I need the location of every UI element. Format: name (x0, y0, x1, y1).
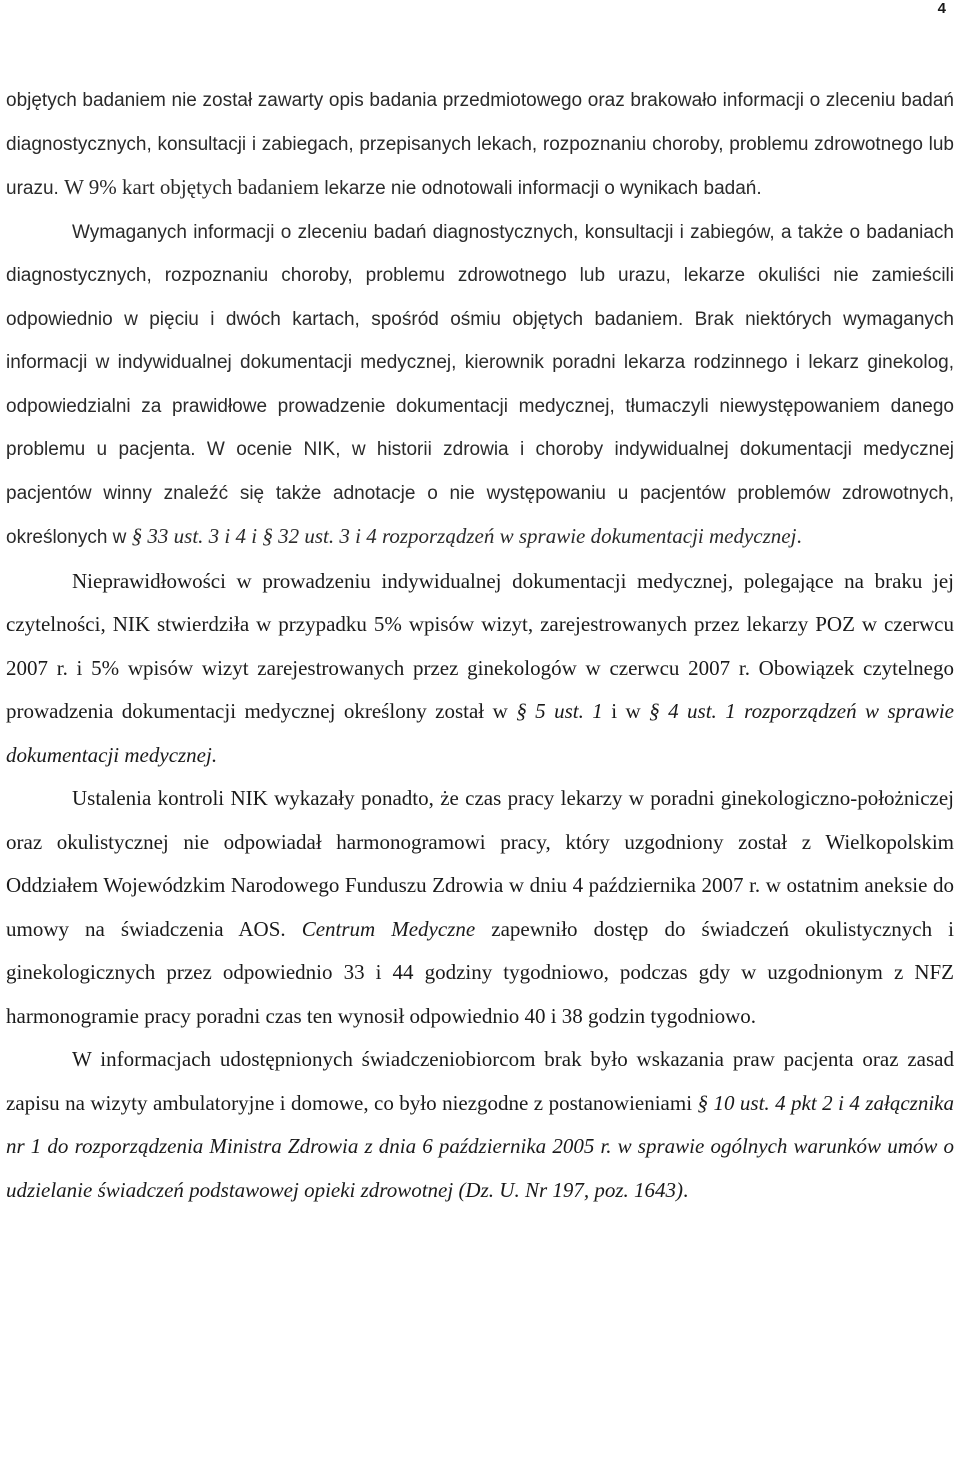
paragraph-3 (6, 560, 954, 778)
paragraph-2-text-c: . (796, 524, 802, 548)
paragraph-1-text-b: W 9% kart objętych badaniem (64, 175, 320, 199)
paragraph-3-text-a: Nieprawidłowości w prowadzeniu indywidualnej dokumentacji medycznej, polegające na braku jej czytelności, NIK stwierdziła w przypadku 5% wpisów wizyt, zarejestrowanych przez lekarzy POZ w czerwcu 2007 r. i 5% wpisów wizyt zarejestrowanych przez ginekologów w czerwcu 2007 r. Obowiązek czytelnego prowadzenia dokumentacji medycznej określony został w (6, 568, 954, 723)
paragraph-2-legal-reference: § 33 ust. 3 i 4 i § 32 ust. 3 i 4 rozporządzeń w sprawie dokumentacji medycznej (131, 524, 797, 548)
paragraph-4-entity-name: Centrum Medyczne (301, 916, 476, 941)
paragraph-2-text-a: Wymaganych informacji o zleceniu badań diagnostycznych, konsultacji i zabiegów, a także o badaniach diagnostycznych, rozpoznaniu choroby, problemu zdrowotnego lub urazu, lekarze okuliści nie zamieścili odpowiednio w pięciu i dwóch kartach, spośród ośmiu objętych badaniem. Brak niektórych wymaganych informacji w indywidualnej dokumentacji medycznej, kierownik poradni lekarza rodzinnego i lekarz ginekolog, odpowiedzialni za prawidłowe prowadzenie dokumentacji medycznej, tłumaczyli niewystępowaniem danego problemu u pacjenta. W ocenie NIK, w historii zdrowia i choroby indywidualnej dokumentacji medycznej pacjentów winny znaleźć się także adnotacje o nie występowaniu u pacjentów problemów zdrowotnych, określonych w (6, 221, 954, 548)
paragraph-5-text-a: W informacjach udostępnionych świadczeniobiorcom brak było wskazania praw pacjenta oraz zasad zapisu na wizyty ambulatoryjne i domowe, co było niezgodne z postanowieniami (6, 1047, 954, 1115)
paragraph-1 (6, 79, 954, 211)
paragraph-3-legal-reference-1: § 5 ust. 1 (516, 699, 603, 723)
paragraph-4-text-a: Ustalenia kontroli NIK wykazały ponadto, że czas pracy lekarzy w poradni ginekologiczno-położniczej oraz okulistycznej nie odpowiadał harmonogramowi pracy, który uzgodniony został z Wielkopolskim Oddziałem Wojewódzkim Narodowego Funduszu Zdrowia w dniu 4 października 2007 r. w ostatnim aneksie do umowy na świadczenia AOS. (6, 786, 954, 941)
paragraph-2 (6, 211, 954, 560)
paragraph-3-legal-reference-2: § 4 ust. 1 rozporządzeń w sprawie dokumentacji medycznej. (6, 699, 954, 767)
paragraph-1-text-c: lekarze nie odnotowali informacji o wynikach badań. (319, 178, 762, 199)
paragraph-5 (6, 1038, 954, 1212)
paragraph-5-text-c: . (683, 1177, 689, 1202)
paragraph-5-legal-reference: § 10 ust. 4 pkt 2 i 4 załącznika nr 1 do rozporządzenia Ministra Zdrowia z dnia 6 października 2005 r. w sprawie ogólnych warunków umów o udzielanie świadczeń podstawowej opieki zdrowotnej (Dz. U. Nr 197, poz. 1643) (6, 1090, 954, 1202)
paragraph-1-text-a: objętych badaniem nie został zawarty opis badania przedmiotowego oraz brakowało informacji o zleceniu badań diagnostycznych, konsultacji i zabiegach, przepisanych lekach, rozpoznaniu choroby, problemu zdrowotnego lub urazu. (6, 90, 954, 199)
paragraph-4 (6, 777, 954, 1038)
paragraph-4-text-c: zapewniło dostęp do świadczeń okulistycznych i ginekologicznych przez odpowiednio 33 i 44 godziny tygodniowo, podczas gdy w uzgodnionym z NFZ harmonogramie pracy poradni czas ten wynosił odpowiednio 40 i 38 godzin tygodniowo. (6, 916, 954, 1028)
paragraph-3-text-c: i w (602, 699, 650, 723)
document-body (6, 79, 954, 1212)
page-number: 4 (937, 0, 946, 17)
